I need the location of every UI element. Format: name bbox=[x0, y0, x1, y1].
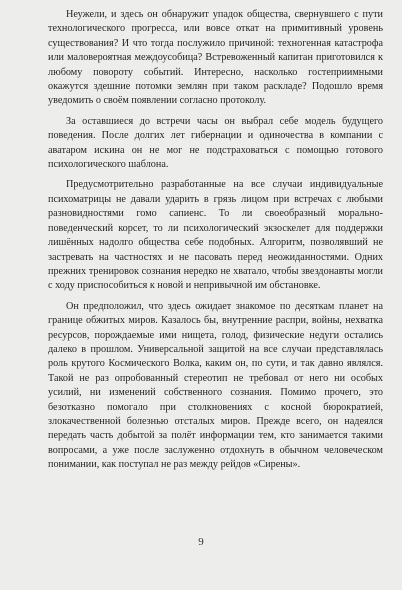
body-text bbox=[48, 8, 383, 479]
paragraph-3: Предусмотрительно разработанные на все случаи индивидуальные психоматрицы не давали ударить в грязь лицом при встречах с любыми разновидностями гомо сапиенс. То ли своеобразный морально-поведенческий корсет, то ли психологический экзоскелет для поддержки лишённых надолго общества себе подобных. Алгоритм, позволявший не застревать на частностях и не пасовать перед неожиданностями. Одних прежних тренировок сознания нередко не хватало, чтобы звездонавты могли с ходу приспособиться к новой и непривычной им обстановке. bbox=[48, 179, 383, 292]
page-number: 9 bbox=[198, 536, 204, 548]
paragraph-4: Он предположил, что здесь ожидает знакомое по десяткам планет на границе обжитых миров. Казалось бы, внутренние распри, войны, нехватка ресурсов, порождаемые ими нищета, голод, физические недуги остались далеко в прошлом. Универсальной защитой на все случаи представлялась роль крутого Космического Волка, каким он, по сути, и так давно являлся. Такой не раз опробованный стереотип не требовал от него ни особых усилий, ни изменений собственного сознания. Помимо прочего, это безотказно помогало при столкновениях с косной бюрократией, злокачественной болезнью отсталых миров. Прежде всего, он надеялся передать часть добытой за полёт информации тем, кто занимается такими вопросами, а уже после заслуженно отдохнуть в обычном человеческом понимании, как поступал не раз между рейдов «Сирены». bbox=[48, 300, 383, 471]
paragraph-1: Неужели, и здесь он обнаружит упадок общества, свернувшего с пути технологического прогресса, или вовсе откат на примитивный уровень существования? И что тогда послужило причиной: техногенная катастрофа или маловероятная междоусобица? Встревоженный капитан приготовился к любому повороту событий. Интересно, насколько гостеприимными окажутся здешние потомки землян при таком раскладе? Подошло время уведомить о своём появлении согласно протоколу. bbox=[48, 9, 383, 107]
paragraph-2: За оставшиеся до встречи часы он выбрал себе модель будущего поведения. После долгих лет гибернации и одиночества в компании с аватаром искина он не мог не подстраховаться с помощью готового психологического шаблона. bbox=[48, 115, 383, 171]
